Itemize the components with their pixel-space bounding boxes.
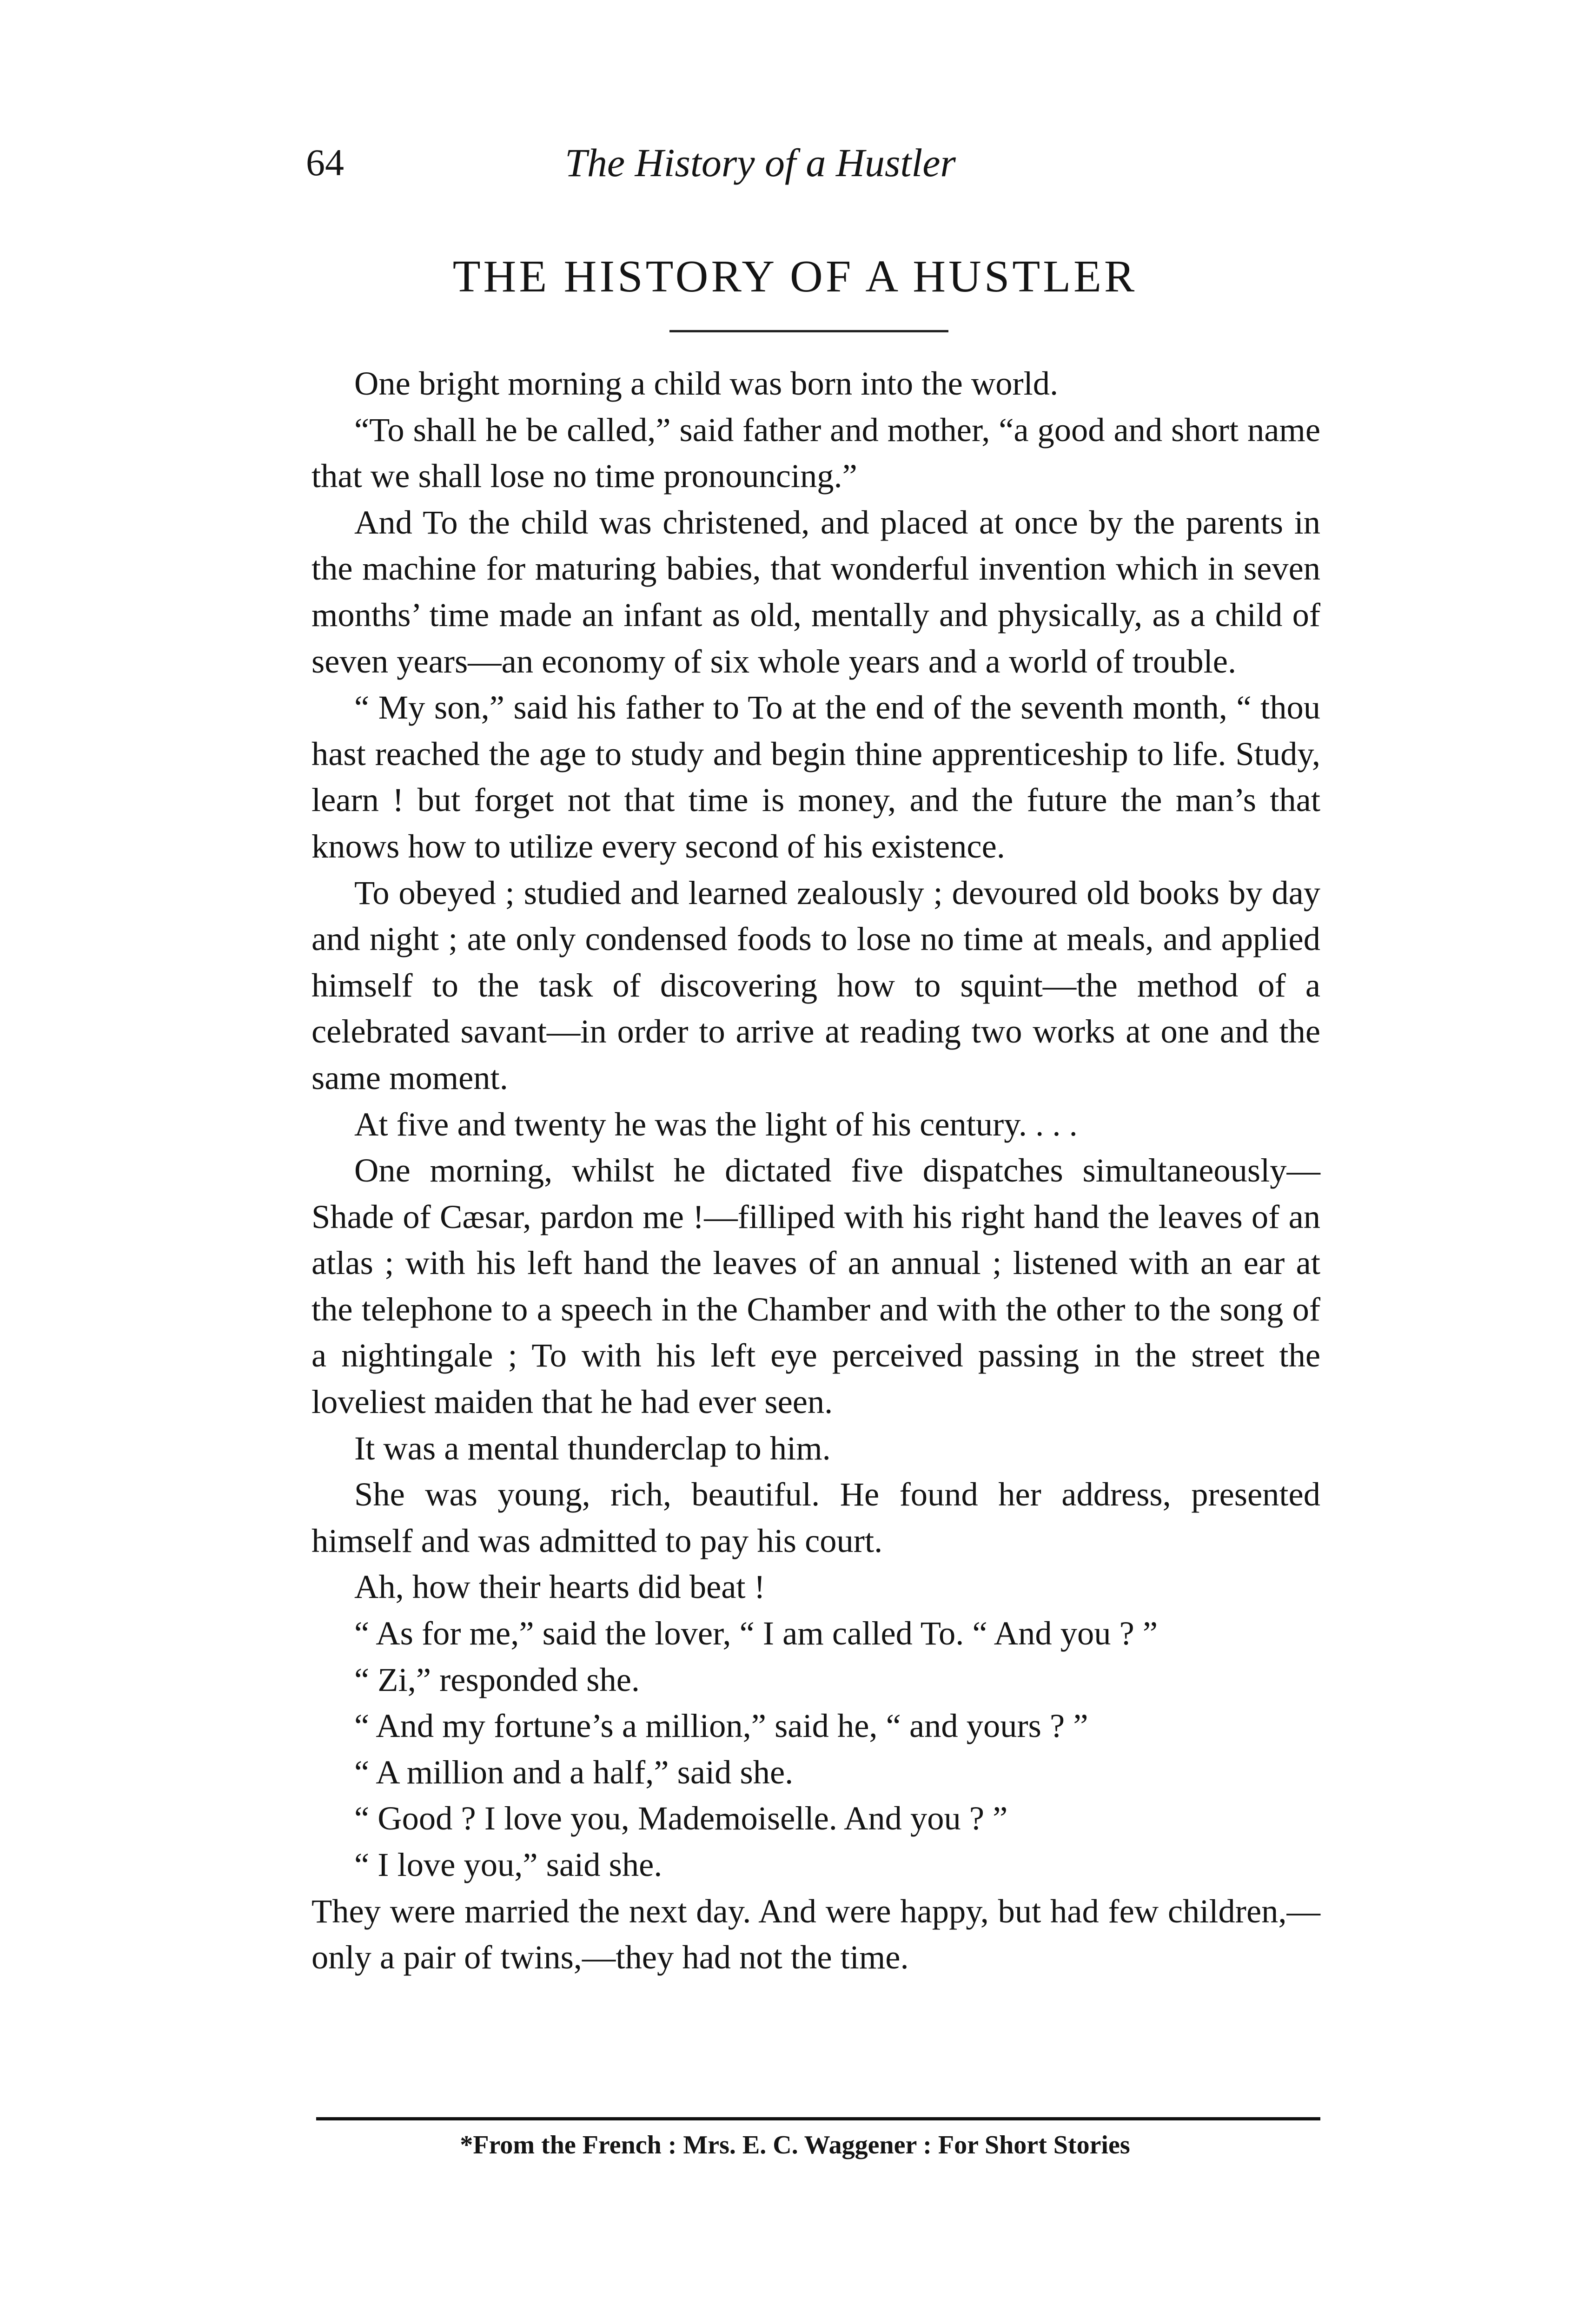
- page-number: 64: [306, 141, 344, 184]
- paragraph: “ Zi,” responded she.: [354, 1660, 640, 1698]
- story-title: THE HISTORY OF A HUSTLER: [452, 251, 1138, 302]
- paragraph: “ And my fortune’s a million,” said he, “ and yours ? ”: [354, 1707, 1088, 1745]
- paragraph: “ My son,” said his father to To at the end of the seventh month, “ thou hast reached the age to study and begin thine apprenticeship to life. Study, learn ! but forget not that time is money, and the future the man’s that knows how to utilize every second of his existence.: [311, 688, 1320, 865]
- paragraph: One morning, whilst he dictated five dispatches simultaneously—Shade of Cæsar, pardon me !—filliped with his right hand the leaves of an atlas ; with his left hand the leaves of an annual ; listened with an ear at the telephone to a speech in the Chamber and with the other to the song of a nightingale ; To with his left eye perceived passing in the street the loveliest maiden that he had ever seen.: [311, 1151, 1320, 1421]
- paragraph: One bright morning a child was born into the world.: [354, 364, 1059, 402]
- footnote-rule: [316, 2117, 1320, 2120]
- paragraph: At five and twenty he was the light of his century. . . .: [354, 1105, 1078, 1143]
- paragraph: “ I love you,” said she.: [354, 1846, 662, 1883]
- running-head: [0, 139, 1590, 200]
- paragraph: To obeyed ; studied and learned zealously ; devoured old books by day and night ; ate only condensed foods to lose no time at meals, and applied himself to the task of discovering how to squint—the method of a celebrated savant—in order to arrive at reading two works at one and the same moment.: [311, 873, 1320, 1096]
- footnote: *From the French : Mrs. E. C. Waggener : For Short Stories: [460, 2131, 1130, 2159]
- story-body: [311, 360, 1320, 1981]
- paragraph: It was a mental thunderclap to him.: [354, 1429, 831, 1467]
- paragraph: She was young, rich, beautiful. He found her address, presented himself and was admitted to pay his court.: [311, 1475, 1320, 1559]
- paragraph: “To shall he be called,” said father and mother, “a good and short name that we shall lose no time pronouncing.”: [311, 410, 1320, 495]
- paragraph: “ As for me,” said the lover, “ I am called To. “ And you ? ”: [354, 1614, 1158, 1652]
- paragraph: They were married the next day. And were happy, but had few children,—only a pair of twins,—they had not the time.: [311, 1892, 1320, 1976]
- title-rule: [669, 330, 948, 332]
- running-title: The History of a Hustler: [565, 140, 956, 185]
- paragraph: Ah, how their hearts did beat !: [354, 1568, 765, 1606]
- paragraph: “ Good ? I love you, Mademoiselle. And you ? ”: [354, 1799, 1008, 1837]
- paragraph: And To the child was christened, and placed at once by the parents in the machine for maturing babies, that wonderful invention which in seven months’ time made an infant as old, mentally and physically, as a child of seven years—an economy of six whole years and a world of trouble.: [311, 503, 1320, 680]
- paragraph: “ A million and a half,” said she.: [354, 1753, 794, 1791]
